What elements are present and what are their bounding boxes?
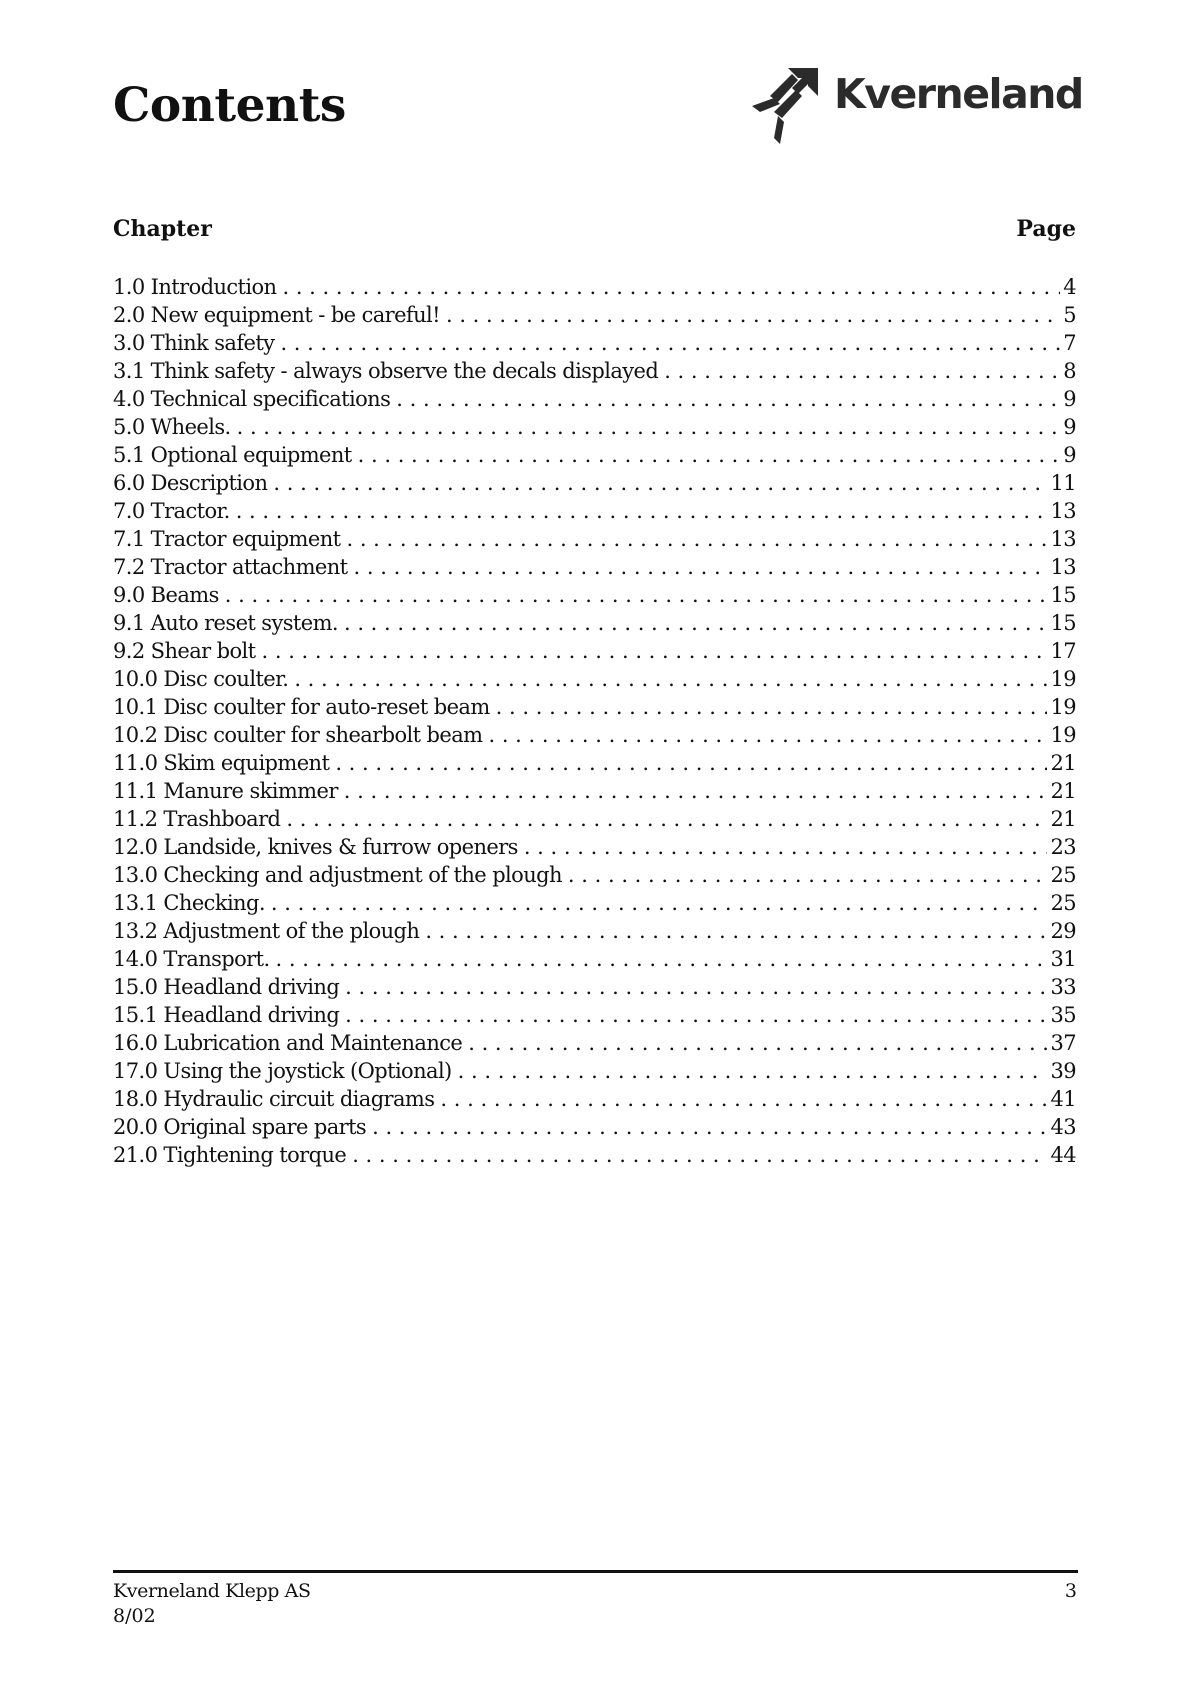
toc-entry-title: 15.1 Headland driving [113, 1003, 340, 1027]
toc-entry[interactable] [113, 891, 1076, 919]
toc-entry-page: 29 [1050, 919, 1076, 943]
toc-entry-title: 13.2 Adjustment of the plough [113, 919, 420, 943]
toc-dot-leader [286, 807, 1047, 831]
toc-dot-leader [346, 527, 1047, 551]
toc-entry-page: 35 [1050, 1003, 1076, 1027]
toc-entry-title: 1.0 Introduction [113, 275, 277, 299]
toc-entry-page: 44 [1050, 1143, 1076, 1167]
toc-dot-leader [440, 1087, 1047, 1111]
toc-entry-page: 11 [1050, 471, 1076, 495]
toc-dot-leader [352, 1143, 1047, 1167]
toc-entry-page: 13 [1050, 555, 1076, 579]
toc-dot-leader [225, 583, 1048, 607]
toc-dot-leader [262, 639, 1048, 663]
toc-entry-page: 7 [1063, 331, 1076, 355]
toc-entry-page: 37 [1050, 1031, 1076, 1055]
toc-entry-title: 9.1 Auto reset system. [113, 611, 338, 635]
toc-entry-page: 33 [1050, 975, 1076, 999]
toc-dot-leader [358, 443, 1061, 467]
toc-entry-page: 17 [1050, 639, 1076, 663]
toc-entry[interactable] [113, 639, 1076, 667]
toc-entry-page: 9 [1063, 443, 1076, 467]
toc-entry-page: 21 [1050, 779, 1076, 803]
toc-entry[interactable] [113, 303, 1076, 331]
toc-entry-page: 19 [1050, 723, 1076, 747]
toc-entry-title: 5.1 Optional equipment [113, 443, 352, 467]
toc-entry[interactable] [113, 1031, 1076, 1059]
toc-entry[interactable] [113, 331, 1076, 359]
toc-entry[interactable] [113, 471, 1076, 499]
toc-entry[interactable] [113, 807, 1076, 835]
toc-entry-page: 15 [1050, 583, 1076, 607]
toc-entry-page: 25 [1050, 891, 1076, 915]
toc-entry-page: 8 [1063, 359, 1076, 383]
toc-entry-title: 16.0 Lubrication and Maintenance [113, 1031, 463, 1055]
brand-logo [752, 68, 1083, 148]
toc-entry[interactable] [113, 555, 1076, 583]
toc-entry-title: 20.0 Original spare parts [113, 1115, 367, 1139]
toc-entry-title: 21.0 Tightening torque [113, 1143, 347, 1167]
toc-entry-page: 41 [1050, 1087, 1076, 1111]
chapter-column-heading: Chapter [113, 216, 212, 242]
toc-entry-title: 9.2 Shear bolt [113, 639, 256, 663]
page-title: Contents [113, 78, 346, 133]
toc-entry[interactable] [113, 583, 1076, 611]
footer-company: Kverneland Klepp AS [113, 1580, 311, 1602]
toc-entry[interactable] [113, 527, 1076, 555]
toc-entry-title: 11.2 Trashboard [113, 807, 281, 831]
toc-dot-leader [396, 387, 1060, 411]
page-column-heading: Page [1016, 216, 1076, 242]
footer-divider [113, 1570, 1078, 1573]
toc-entry[interactable] [113, 1059, 1076, 1087]
toc-entry[interactable] [113, 695, 1076, 723]
footer-page-number: 3 [1064, 1580, 1077, 1602]
brand-logo-text: Kverneland [834, 70, 1083, 118]
toc-dot-leader [446, 303, 1060, 327]
toc-entry-page: 43 [1050, 1115, 1076, 1139]
toc-entry-title: 10.1 Disc coulter for auto-reset beam [113, 695, 490, 719]
toc-entry[interactable] [113, 1143, 1076, 1171]
toc-dot-leader [345, 975, 1047, 999]
toc-dot-leader [273, 471, 1047, 495]
toc-dot-leader [568, 863, 1048, 887]
footer-date: 8/02 [113, 1605, 156, 1627]
toc-entry-page: 13 [1050, 527, 1076, 551]
toc-entry-title: 10.0 Disc coulter. [113, 667, 289, 691]
toc-dot-leader [488, 723, 1047, 747]
toc-dot-leader [335, 751, 1047, 775]
toc-entry-page: 5 [1063, 303, 1076, 327]
toc-dot-leader [664, 359, 1060, 383]
toc-entry-title: 7.0 Tractor. [113, 499, 230, 523]
toc-entry-title: 6.0 Description [113, 471, 268, 495]
toc-entry-page: 19 [1050, 695, 1076, 719]
toc-dot-leader [280, 331, 1060, 355]
toc-entry[interactable] [113, 779, 1076, 807]
toc-dot-leader [271, 891, 1048, 915]
toc-dot-leader [344, 611, 1047, 635]
toc-entry-title: 3.0 Think safety [113, 331, 275, 355]
toc-entry[interactable] [113, 387, 1076, 415]
toc-entry[interactable] [113, 1087, 1076, 1115]
toc-entry[interactable] [113, 667, 1076, 695]
toc-entry-title: 12.0 Landside, knives & furrow openers [113, 835, 518, 859]
toc-entry[interactable] [113, 975, 1076, 1003]
toc-entry-page: 4 [1063, 275, 1076, 299]
toc-dot-leader [524, 835, 1048, 859]
toc-entry-title: 3.1 Think safety - always observe the decals displayed [113, 359, 659, 383]
toc-entry[interactable] [113, 723, 1076, 751]
toc-dot-leader [345, 1003, 1047, 1027]
toc-entry-title: 10.2 Disc coulter for shearbolt beam [113, 723, 483, 747]
toc-entry-page: 25 [1050, 863, 1076, 887]
toc-entry[interactable] [113, 275, 1076, 303]
toc-entry-title: 7.2 Tractor attachment [113, 555, 348, 579]
toc-dot-leader [236, 499, 1048, 523]
toc-entry-title: 2.0 New equipment - be careful! [113, 303, 440, 327]
toc-dot-leader [354, 555, 1048, 579]
toc-entry-page: 31 [1050, 947, 1076, 971]
toc-entry-page: 19 [1050, 667, 1076, 691]
toc-entry-title: 5.0 Wheels. [113, 415, 231, 439]
toc-entry[interactable] [113, 863, 1076, 891]
toc-dot-leader [496, 695, 1048, 719]
toc-entry[interactable] [113, 611, 1076, 639]
toc-dot-leader [237, 415, 1061, 439]
toc-entry-title: 15.0 Headland driving [113, 975, 340, 999]
toc-entry[interactable] [113, 919, 1076, 947]
toc-entry[interactable] [113, 359, 1076, 387]
toc-entry[interactable] [113, 751, 1076, 779]
toc-entry[interactable] [113, 1003, 1076, 1031]
toc-entry-page: 21 [1050, 751, 1076, 775]
kverneland-arrows-logo-icon [752, 68, 828, 144]
toc-entry-page: 39 [1050, 1059, 1076, 1083]
toc-dot-leader [344, 779, 1048, 803]
toc-entry[interactable] [113, 947, 1076, 975]
toc-entry-title: 18.0 Hydraulic circuit diagrams [113, 1087, 435, 1111]
toc-dot-leader [294, 667, 1047, 691]
toc-dot-leader [458, 1059, 1048, 1083]
toc-entry[interactable] [113, 1115, 1076, 1143]
toc-entry-title: 17.0 Using the joystick (Optional) [113, 1059, 452, 1083]
toc-entry-title: 13.1 Checking. [113, 891, 265, 915]
toc-dot-leader [282, 275, 1060, 299]
toc-entry[interactable] [113, 415, 1076, 443]
toc-entry-page: 9 [1063, 387, 1076, 411]
toc-entry-page: 13 [1050, 499, 1076, 523]
toc-dot-leader [468, 1031, 1047, 1055]
toc-entry[interactable] [113, 499, 1076, 527]
toc-dot-leader [372, 1115, 1047, 1139]
toc-entry-title: 11.0 Skim equipment [113, 751, 330, 775]
table-of-contents [113, 275, 1076, 1171]
toc-entry-page: 21 [1050, 807, 1076, 831]
toc-dot-leader [425, 919, 1047, 943]
toc-entry-title: 7.1 Tractor equipment [113, 527, 341, 551]
toc-dot-leader [276, 947, 1048, 971]
toc-entry[interactable] [113, 835, 1076, 863]
toc-entry-title: 14.0 Transport. [113, 947, 270, 971]
toc-entry-title: 4.0 Technical specifications [113, 387, 391, 411]
toc-entry-page: 23 [1050, 835, 1076, 859]
toc-entry-page: 15 [1050, 611, 1076, 635]
toc-entry-title: 9.0 Beams [113, 583, 219, 607]
toc-entry[interactable] [113, 443, 1076, 471]
toc-entry-title: 11.1 Manure skimmer [113, 779, 338, 803]
toc-entry-page: 9 [1063, 415, 1076, 439]
toc-entry-title: 13.0 Checking and adjustment of the plough [113, 863, 562, 887]
